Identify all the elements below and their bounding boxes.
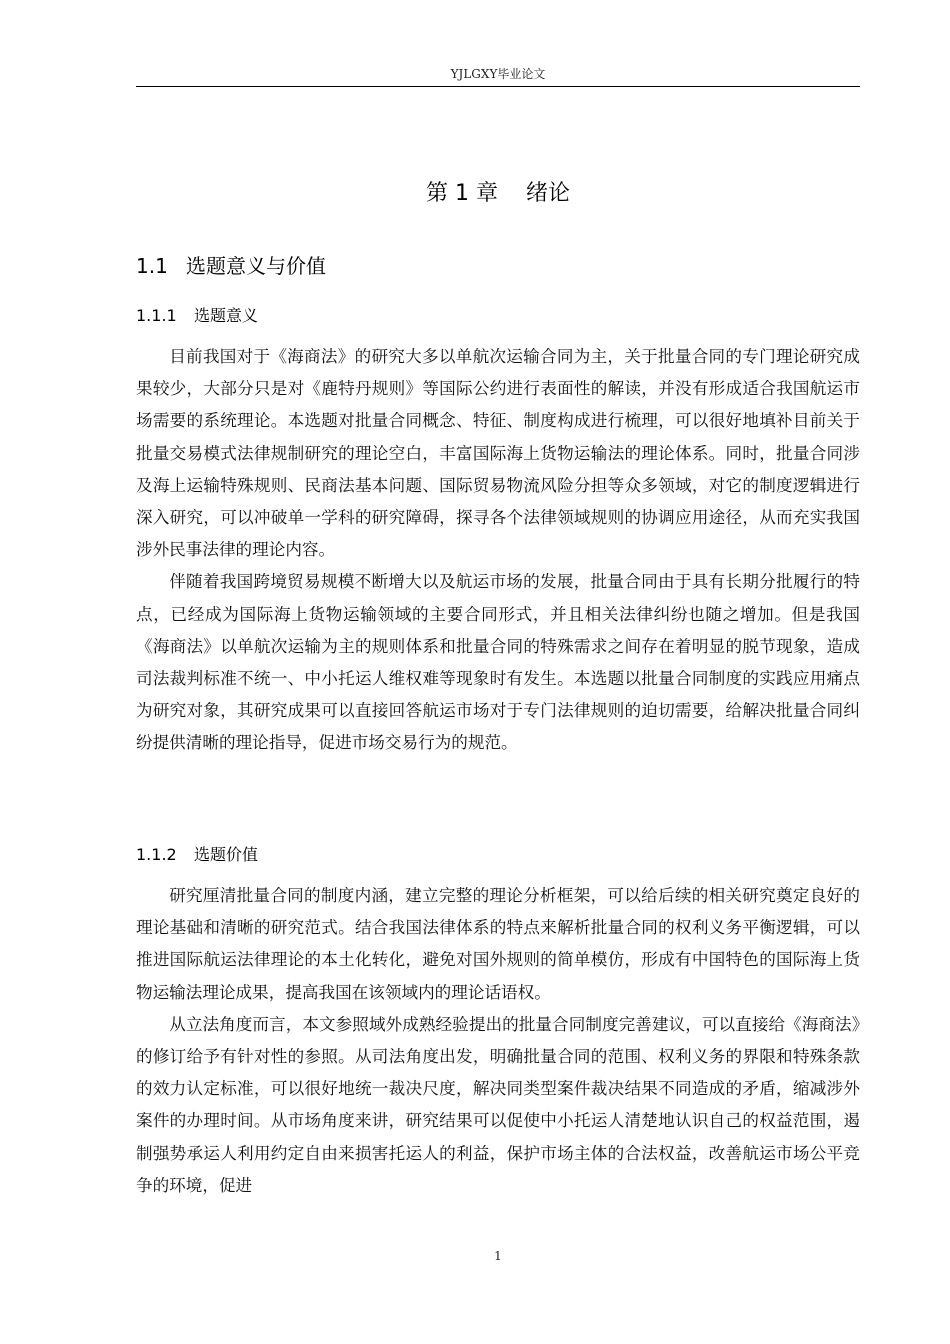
subsection-body-significance bbox=[136, 341, 860, 760]
section-heading bbox=[136, 251, 326, 281]
subsection-body-value bbox=[136, 880, 860, 1202]
body-paragraph: 从立法角度而言，本文参照域外成熟经验提出的批量合同制度完善建议，可以直接给《海商法》的修订给予有针对性的参照。从司法角度出发，明确批量合同的范围、权利义务的界限和特殊条款的效力认定标准，可以很好地统一裁决尺度，解决同类型案件裁决结果不同造成的矛盾，缩减涉外案件的办理时间。从市场角度来讲，研究结果可以促使中小托运人清楚地认识自己的权益范围，遏制强势承运人利用约定自由来损害托运人的利益，保护市场主体的合法权益，改善航运市场公平竞争的环境，促进 bbox=[136, 1014, 860, 1195]
subsection-number: 1.1.1 bbox=[136, 306, 177, 325]
subsection-heading-significance bbox=[136, 304, 258, 328]
header-rule bbox=[136, 86, 860, 87]
subsection-title: 选题价值 bbox=[194, 845, 259, 864]
chapter-title: 第 1 章 绪论 bbox=[426, 181, 570, 206]
section-title: 选题意义与价值 bbox=[186, 254, 326, 278]
body-paragraph: 目前我国对于《海商法》的研究大多以单航次运输合同为主，关于批量合同的专门理论研究成果较少，大部分只是对《鹿特丹规则》等国际公约进行表面性的解读，并没有形成适合我国航运市场需要的系统理论。本选题对批量合同概念、特征、制度构成进行梳理，可以很好地填补目前关于批量交易模式法律规制研究的理论空白，丰富国际海上货物运输法的理论体系。同时，批量合同涉及海上运输特殊规则、民商法基本问题、国际贸易物流风险分担等众多领域，对它的制度逻辑进行深入研究，可以冲破单一学科的研究障碍，探寻各个法律领域规则的协调应用途径，从而充实我国涉外民事法律的理论内容。 bbox=[136, 347, 860, 560]
subsection-title: 选题意义 bbox=[194, 306, 259, 325]
body-paragraph: 伴随着我国跨境贸易规模不断增大以及航运市场的发展，批量合同由于具有长期分批履行的特点，已经成为国际海上货物运输领域的主要合同形式，并且相关法律纠纷也随之增加。但是我国《海商法》以单航次运输为主的规则体系和批量合同的特殊需求之间存在着明显的脱节现象，造成司法裁判标准不统一、中小托运人维权难等现象时有发生。本选题以批量合同制度的实践应用痛点为研究对象，其研究成果可以直接回答航运市场对于专门法律规则的迫切需要，给解决批量合同纠纷提供清晰的理论指导，促进市场交易行为的规范。 bbox=[136, 572, 860, 753]
page-number: 1 bbox=[494, 1249, 502, 1263]
section-number: 1.1 bbox=[136, 254, 168, 278]
running-header: YJLGXY毕业论文 bbox=[450, 67, 546, 81]
body-paragraph: 研究厘清批量合同的制度内涵，建立完整的理论分析框架，可以给后续的相关研究奠定良好的理论基础和清晰的研究范式。结合我国法律体系的特点来解析批量合同的权利义务平衡逻辑，可以推进国际航运法律理论的本土化转化，避免对国外规则的简单模仿，形成有中国特色的国际海上货物运输法理论成果，提高我国在该领域内的理论话语权。 bbox=[136, 886, 860, 1002]
subsection-number: 1.1.2 bbox=[136, 845, 177, 864]
subsection-heading-value bbox=[136, 843, 258, 867]
